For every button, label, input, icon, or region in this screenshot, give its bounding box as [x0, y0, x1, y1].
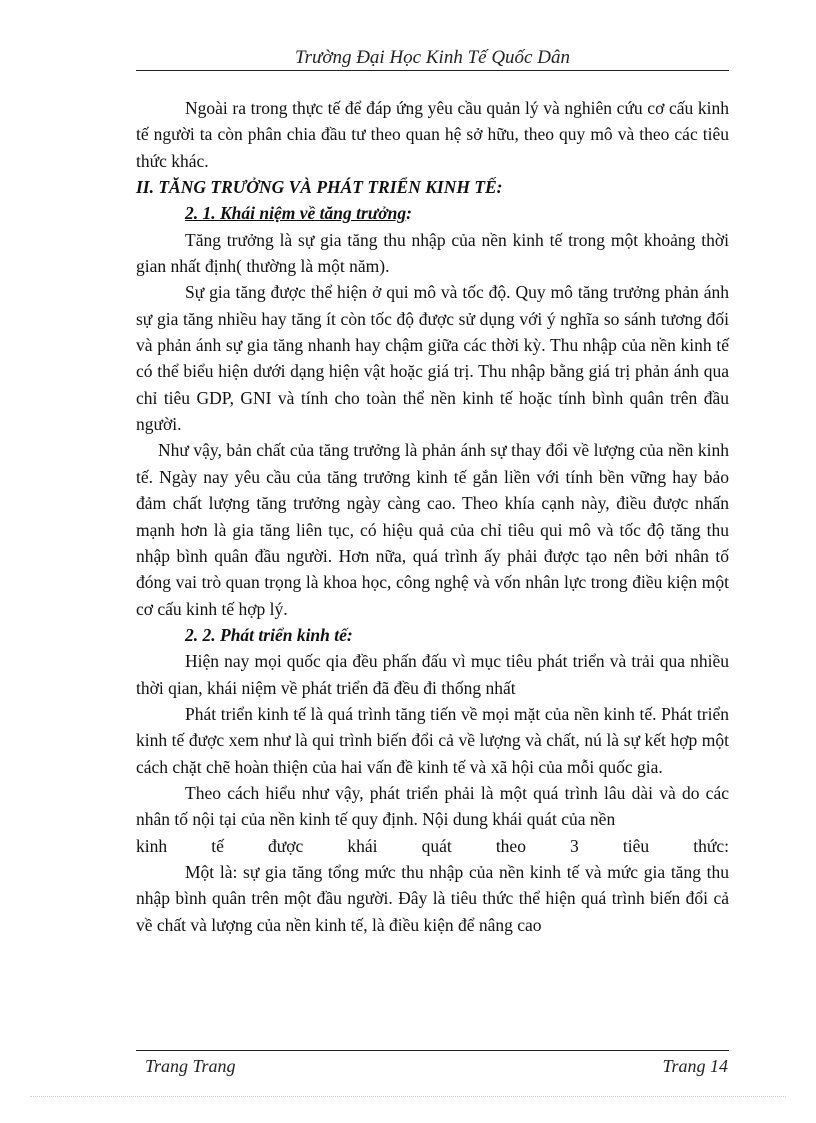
- paragraph-1: Ngoài ra trong thực tế để đáp ứng yêu cầu quản lý và nghiên cứu cơ cấu kinh tế người ta còn phân chia đầu tư theo quan hệ sở hữu, theo quy mô và theo các tiêu thức khác.: [136, 98, 729, 171]
- subsection-heading-2: 2. 2. Phát triển kinh tế:: [185, 624, 353, 645]
- paragraph-5: Hiện nay mọi quốc qia đều phấn đấu vì mục tiêu phát triển và trải qua nhiều thời qian, khái niệm về phát triển đã đều đi thống nhất: [136, 651, 729, 698]
- footer-rule: [136, 1050, 729, 1051]
- paragraph-4: Như vậy, bản chất của tăng trưởng là phản ánh sự thay đổi về lượng của nền kinh tế. Ngày nay yêu cầu của tăng trưởng kinh tế gắn liền với tính bền vững hay bảo đảm chất lượng tăng trưởng ngày càng cao. Theo khía cạnh này, điều được nhấn mạnh hơn là gia tăng liên tục, có hiệu quả của chỉ tiêu qui mô và tốc độ tăng thu nhập bình quân đầu người. Hơn nữa, quá trình ấy phải được tạo nên bởi nhân tố đóng vai trò quan trọng là khoa học, công nghệ và vốn nhân lực trong điều kiện một cơ cấu kinh tế hợp lý.: [136, 440, 729, 619]
- subsection-heading-1: [136, 200, 729, 226]
- subsection-1-label: 2. 1. Khái niệm về tăng trưởng: [185, 203, 407, 224]
- paragraph-7-last-line: kinh tế được khái quát theo 3 tiêu thức:: [136, 835, 729, 856]
- header-rule: [136, 70, 729, 71]
- page-header: Trường Đại Học Kinh Tế Quốc Dân: [295, 47, 570, 68]
- paragraph-6: Phát triển kinh tế là quá trình tăng tiến về mọi mặt của nền kinh tế. Phát triển kinh tế được xem như là qui trình biến đổi cả về lượng và chất, nú là sự kết hợp một cách chặt chẽ hoàn thiện của hai vấn đề kinh tế và xã hội của mỗi quốc gia.: [136, 703, 729, 777]
- footer-left-text: Trang Trang: [145, 1056, 236, 1076]
- paragraph-7: Theo cách hiểu như vậy, phát triển phải là một quá trình lâu dài và do các nhân tố nội tại của nền kinh tế quy định. Nội dung khái quát của nền: [136, 782, 729, 830]
- paragraph-2: Tăng trưởng là sự gia tăng thu nhập của nền kinh tế trong một khoảng thời gian nhất định( thường là một năm).: [136, 229, 729, 277]
- page-bottom-dotted-line: [30, 1096, 786, 1097]
- paragraph-8: Một là: sự gia tăng tổng mức thu nhập của nền kinh tế và mức gia tăng thu nhập bình quân trên một đầu người. Đây là tiêu thức thể hiện quá trình biến đổi cả về chất và lượng của nền kinh tế, là điều kiện để nâng cao: [136, 861, 729, 935]
- paragraph-3: Sự gia tăng được thể hiện ở qui mô và tốc độ. Quy mô tăng trưởng phản ánh sự gia tăng nhiều hay tăng ít còn tốc độ được sử dụng với ý nghĩa so sánh tương đối và phản ánh sự gia tăng nhanh hay chậm giữa các thời kỳ. Thu nhập của nền kinh tế có thể biểu hiện dưới dạng hiện vật hoặc giá trị. Thu nhập bằng giá trị phản ánh qua chỉ tiêu GDP, GNI và tính cho toàn thể nền kinh tế hoặc tính bình quân trên đầu người.: [136, 282, 729, 435]
- page-number: Trang 14: [662, 1056, 728, 1076]
- document-body: [136, 95, 729, 938]
- subsection-1-colon: :: [406, 203, 412, 224]
- section-heading: II. TĂNG TRƯỞNG VÀ PHÁT TRIỂN KINH TẾ:: [136, 177, 503, 198]
